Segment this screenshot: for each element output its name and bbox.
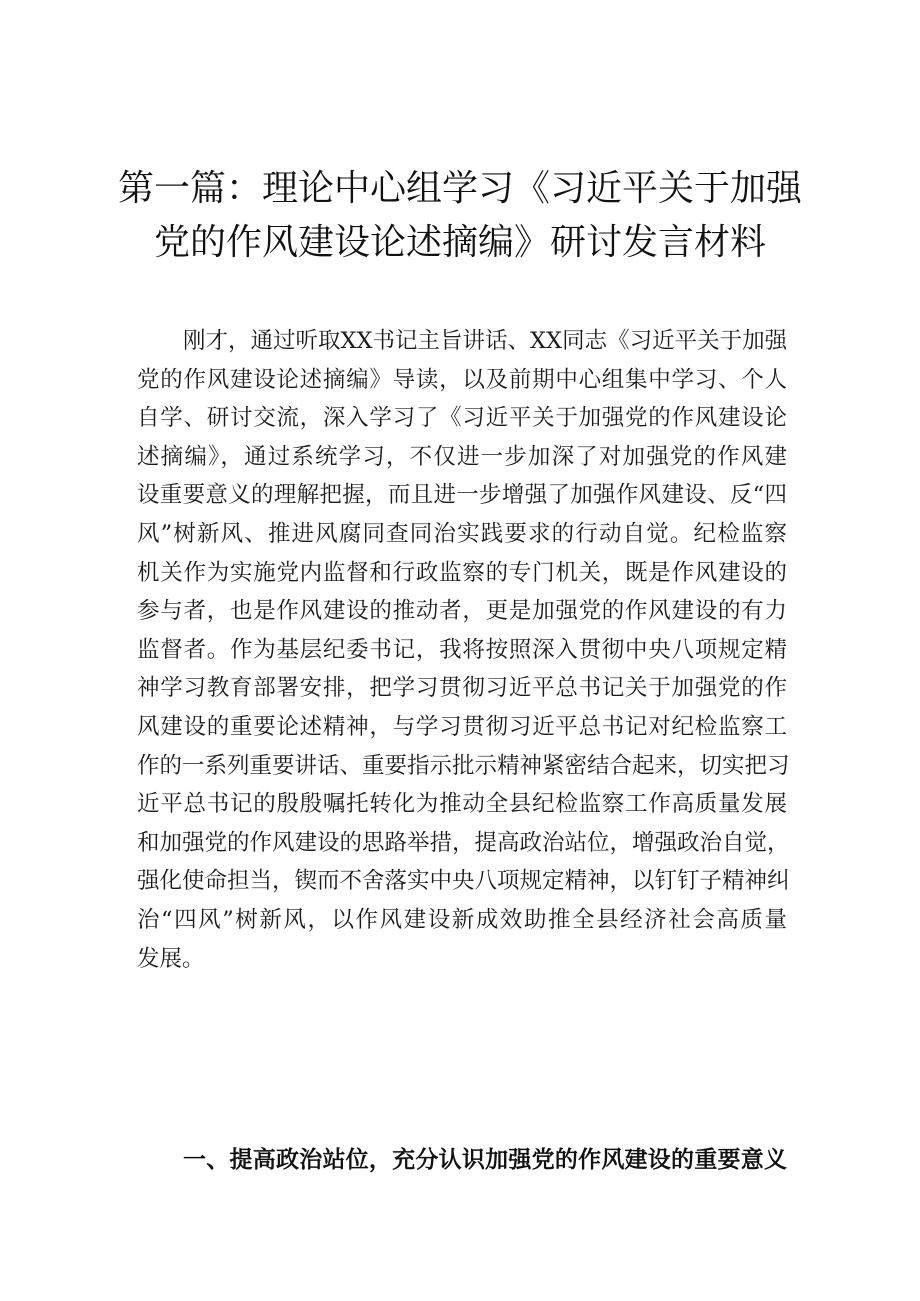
paragraph-line: 强化使命担当，锲而不舍落实中央八项规定精神，以钉钉子精神纠 (137, 868, 790, 895)
title-line: 第一篇：理论中心组学习《习近平关于加强 (117, 168, 802, 209)
paragraph-line: 刚才，通过听取XX书记主旨讲话、XX同志《习近平关于加强 (183, 328, 788, 354)
paragraph-line: 作的一系列重要讲话、重要指示批示精神紧密结合起来，切实把习 (137, 752, 790, 779)
paragraph-line: 党的作风建设论述摘编》导读，以及前期中心组集中学习、个人 (137, 366, 787, 393)
paragraph-line: 和加强党的作风建设的思路举措，提高政治站位，增强政治自觉， (137, 829, 790, 856)
paragraph-line: 神学习教育部署安排，把学习贯彻习近平总书记关于加强党的作 (137, 675, 787, 702)
paragraph-line: 自学、研讨交流，深入学习了《习近平关于加强党的作风建设论 (137, 405, 787, 432)
paragraph-line: 发展。 (137, 945, 205, 972)
paragraph-line: 监督者。作为基层纪委书记，我将按照深入贯彻中央八项规定精 (137, 636, 787, 663)
paragraph-line: 风”树新风、推进风腐同查同治实践要求的行动自觉。纪检监察 (137, 520, 787, 547)
paragraph-line: 机关作为实施党内监督和行政监察的专门机关，既是作风建设的 (137, 559, 787, 586)
body-paragraph (137, 322, 790, 978)
paragraph-line: 述摘编》，通过系统学习，不仅进一步加深了对加强党的作风建 (137, 443, 787, 470)
paragraph-line: 参与者，也是作风建设的推动者，更是加强党的作风建设的有力 (137, 598, 787, 625)
title-line: 党的作风建设论述摘编》研讨发言材料 (153, 222, 766, 263)
paragraph-line: 风建设的重要论述精神，与学习贯彻习近平总书记对纪检监察工 (137, 713, 787, 740)
paragraph-line: 近平总书记的殷殷嘱托转化为推动全县纪检监察工作高质量发展 (137, 791, 787, 818)
paragraph-line: 治“四风”树新风，以作风建设新成效助推全县经济社会高质量 (137, 906, 787, 933)
document-title (100, 162, 820, 270)
section-heading: 一、提高政治站位，充分认识加强党的作风建设的重要意义 (183, 1147, 787, 1173)
paragraph-line: 设重要意义的理解把握，而且进一步增强了加强作风建设、反“四 (137, 482, 787, 509)
